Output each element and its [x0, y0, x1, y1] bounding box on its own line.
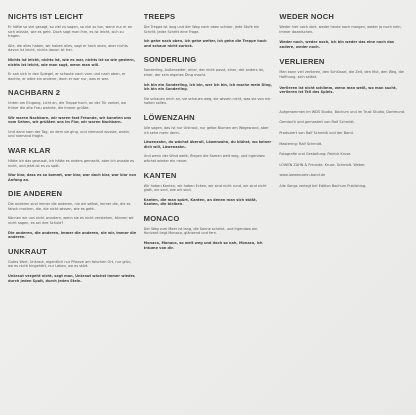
lyric-paragraph: Der Weg zum Meer ist lang, die Sonne scheint, und irgendwo am Horizont liegt Monaco, glänzend und fern. — [143, 226, 258, 236]
song-title-unkraut: UNKRAUT — [8, 246, 47, 256]
song-title-lowenzahn: LÖWENZAHN — [143, 112, 195, 122]
lyric-paragraph: Unten am Eingang, Licht an, die Treppe hoch, an der Tür vorbei, wo früher die alte Frau wohnte, die immer grüßte. — [8, 101, 126, 110]
song-title-kanten: KANTEN — [143, 170, 177, 180]
lyric-paragraph: Alle sagen, das ist nur Unkraut, nur gelbe Blumen am Wegesrand, aber ich sehe mehr darin. — [143, 125, 269, 135]
lyric-paragraph: Er hätte so viel gesagt, so viel zu sagen, so viel zu tun, wenn nur er an sich wüsste, wie es geht. Doch sagt man ihm, es ist leicht, sich zu fragen. — [8, 25, 133, 39]
lyric-paragraph: Man kann viel verlieren, den Schlüssel, die Zeit, den Mut, den Weg, die Hoffnung, sich selbst. — [279, 70, 404, 79]
lyric-paragraph: Die Treppe ist lang und der Weg nach oben schwer, jede Stufe ein Schritt, jeder Schritt eine Frage. — [143, 25, 260, 34]
lyric-paragraph: Mastering: Ralf Schmidt. — [279, 141, 323, 146]
song-title-sonderling: SONDERLING — [143, 55, 197, 65]
lyric-paragraph: Gutes Wort, Unkraut, eigentlich nur Pflanze am falschen Ort, nur grün, wo es nicht hingehört, nur Leben, wo es stört. — [8, 259, 132, 269]
chorus-paragraph: Wir waren Nachbarn, wir waren fast Freunde, wir kannten uns vom Sehen, wir grüßten uns im Flur, wir waren Nachbarn. — [8, 115, 132, 125]
lyrics-column-right — [279, 10, 408, 407]
chorus-paragraph: Verlieren ist nicht schlimm, wenn man weiß, wo man sucht, verlieren ist Teil des Spiels. — [279, 85, 397, 95]
lyric-paragraph: LOWEN ZAHN & Freunde. Kruse. Schmidt. Weber. — [279, 162, 366, 167]
lyric-paragraph: Er sah sich in den Spiegel, er schaute nach vorn und nach oben, er dachte, er wäre ein anderer, doch er war nur, was er war. — [8, 72, 126, 81]
chorus-paragraph: Ich gehe nach oben, ich gehe weiter, ich gehe die Treppe hoch und schaue nicht zurück. — [143, 39, 267, 48]
chorus-paragraph: Die anderen, die anderen, immer die anderen, nie wir, immer die anderen. — [8, 230, 137, 240]
lyric-paragraph: Sie schauen mich an, sie schauen weg, sie wissen nicht, was sie von mir halten sollen. — [143, 96, 271, 106]
song-title-treeps: TREEPS — [143, 12, 176, 21]
lyric-paragraph: Die anderen sind immer die anderen, nie wir selbst, immer die, die es falsch machen, die, die nicht wissen, wie es geht. — [8, 202, 131, 211]
lyric-paragraph: Hätte ich das gewusst, ich hätte es anders gemacht, aber ich wusste es nicht, und jetzt ist es zu spät. — [8, 158, 135, 168]
lyric-paragraph: Sonderling, Außenseiter, einer, der nicht passt, einer, der anders ist, einer, der sein eigenes Ding macht. — [143, 68, 265, 77]
section-spacer — [279, 101, 408, 107]
lyrics-column-middle — [144, 10, 273, 407]
song-title-war-klar: WAR KLAR — [8, 145, 51, 155]
chorus-paragraph: Weder noch, weder noch, ich bin weder das eine noch das andere, weder noch. — [279, 40, 395, 49]
lyrics-column-left — [8, 10, 137, 407]
lyric-paragraph: www.loewenzahn-band.de — [279, 173, 326, 178]
chorus-paragraph: Monaco, Monaco, so weit weg und doch so nah, Monaco, ich träume von dir. — [143, 241, 263, 250]
chorus-paragraph: Unkraut vergeht nicht, sagt man, Unkraut wächst immer wieder, durch jeden Spalt, durch jeden Stein. — [8, 274, 136, 283]
lyric-paragraph: Weder hier noch dort, weder heute noch morgen, weder ja noch nein, immer dazwischen. — [279, 25, 402, 34]
lyric-paragraph: Fotografie und Gestaltung: Patrick Kruse. — [279, 152, 352, 157]
song-title-monaco: MONACO — [143, 213, 180, 223]
lyric-paragraph: Alle Songs verlegt bei Edition Bochum Publishing. — [279, 183, 367, 188]
song-title-nichts-ist-leicht: NICHTS IST LEICHT — [8, 12, 84, 21]
song-title-die-anderen: DIE ANDEREN — [8, 189, 63, 199]
lyric-paragraph: Alle, die alles haben, wir haben alles, sagt er hoch oben, aber nichts davon ist leicht, nichts davon ist frei. — [8, 43, 128, 53]
lyric-paragraph: Gemischt und gemastert von Ralf Schmidt. — [279, 120, 355, 125]
chorus-paragraph: Nichts ist leicht, nichts ist, wie es war, nichts ist so wie gestern, nichts ist leicht, wie man sagt, wenn man will. — [8, 57, 135, 67]
lyric-paragraph: Und wenn der Wind weht, fliegen die Samen weit weg, und irgendwo wächst wieder ein neuer. — [143, 154, 265, 163]
lyric-paragraph: Aufgenommen im WDS Studio, Bochum und im Trust Studio, Dortmund. — [279, 109, 406, 114]
song-title-verlieren: VERLIEREN — [279, 57, 325, 67]
chorus-paragraph: Ich bin ein Sonderling, ich bin, wer ich bin, ich mache mein Ding, ich bin ein Sonderling. — [143, 82, 272, 92]
lyric-paragraph: Wir haben Kanten, wir haben Ecken, wir sind nicht rund, wir sind nicht glatt, wir sind, wie wir sind. — [143, 183, 267, 193]
lyric-paragraph: Können wir uns nicht wundern, wenn sie es nicht verstehen, können wir nicht sagen, es sei ihre Schuld? — [8, 216, 134, 226]
song-title-nachbarn-2: NACHBARN 2 — [8, 88, 61, 98]
song-title-weder-noch: WEDER NOCH — [279, 12, 335, 21]
chorus-paragraph: Löwenzahn, du wächst überall, Löwenzahn, du blühst, wo keiner dich will, Löwenzahn. — [143, 140, 272, 149]
chorus-paragraph: War klar, dass es so kommt, war klar, war doch klar, war klar von Anfang an. — [8, 173, 137, 182]
chorus-paragraph: Kanten, die man spürt, Kanten, an denen man sich stößt, Kanten, die bleiben. — [143, 197, 258, 207]
lyric-paragraph: Und dann kam der Tag, an dem sie ging, und niemand wusste, wohin, und niemand fragte. — [8, 129, 131, 139]
lyric-paragraph: Produziert von Ralf Schmidt und der Band. — [279, 130, 354, 135]
